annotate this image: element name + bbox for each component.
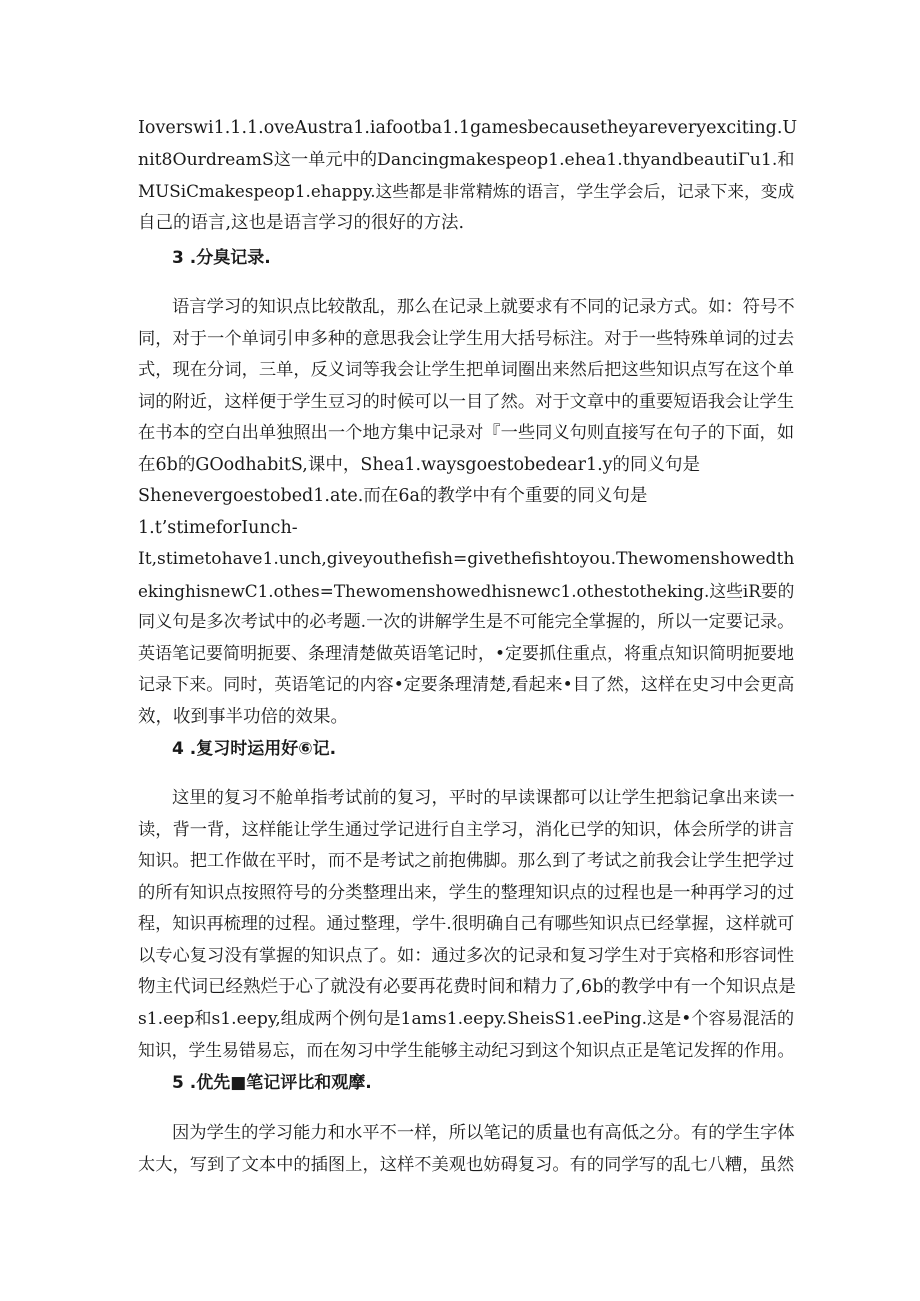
paragraph-line: 同，对于一个单词引申多种的意思我会让学生用大括号标注。对于一些特殊单词的过去 bbox=[138, 328, 795, 349]
paragraph-line: 知识。把工作做在平时，而不是考试之前抱佛脚。那么到了考试之前我会让学生把学过 bbox=[138, 851, 795, 871]
paragraph-line: 语言学习的知识点比较散乱，那么在记录上就要求有不同的记录方式。如：符号不 bbox=[172, 297, 795, 317]
paragraph-line: 知识，学生易错易忘，而在匆习中学生能够主动纪习到这个知识点正是笔记发挥的作用。 bbox=[138, 1040, 795, 1060]
paragraph-line: 式，现在分词，三单，反义词等我会让学生把单词圈出来然后把这些知识点写在这个单 bbox=[138, 360, 795, 380]
paragraph-line: nit8OurdreamS这一单元中的Dancingmakespeop1.ehea1.thyandbeautiΓu1.和 bbox=[138, 149, 795, 170]
paragraph-line: 英语笔记要简明扼要、条理清楚做英语笔记时，•定要抓住重点，将重点知识简明扼要地 bbox=[138, 643, 795, 664]
paragraph-line: 读，背一背，这样能让学生通过学记进行自主学习，消化已学的知识，体会所学的讲言 bbox=[138, 819, 795, 840]
section-heading-4: 4 .复习时运用好⑥记. bbox=[172, 739, 337, 759]
paragraph-line: 效，收到事半功倍的效果。 bbox=[138, 706, 348, 727]
paragraph-line: 的所有知识点按照符号的分类整理出来，学生的整理知识点的过程也是一种再学习的过 bbox=[138, 882, 795, 903]
paragraph-line: 词的附近，这样便于学生豆习的时候可以一目了然。对于文章中的重要短语我会让学生 bbox=[138, 391, 795, 412]
paragraph-line: 在6b的GOodhabitS,课中，Shea1.waysgoestobedear1.y的同义句是 bbox=[138, 454, 701, 475]
paragraph-1 bbox=[138, 113, 798, 239]
paragraph-4 bbox=[138, 1118, 798, 1181]
paragraph-line: 1.t’stimeforIunch- bbox=[138, 517, 298, 538]
paragraph-line: 以专心复习没有掌握的知识点了。如：通过多次的记录和复习学生对于宾格和形容词性 bbox=[138, 945, 795, 966]
paragraph-line: 这里的复习不舱单指考试前的复习，平时的早读课都可以让学生把翁记拿出来读一 bbox=[172, 788, 795, 808]
paragraph-2 bbox=[138, 292, 798, 733]
paragraph-line: 程，知识再梳理的过程。通过整理，学牛.很明确自己有哪些知识点已经掌握，这样就可 bbox=[138, 914, 795, 934]
paragraph-line: Shenevergoestobed1.ate.而在6a的教学中有个重要的同义句是 bbox=[138, 486, 648, 506]
paragraph-line: 同义句是多次考试中的必考题.一次的讲解学生是不可能完全掌握的，所以一定要记录。 bbox=[138, 612, 795, 632]
paragraph-line: It,stimetohave1.unch,giveyouthefish=givethefishtoyou.Thewomenshowedth bbox=[138, 549, 795, 569]
paragraph-line: 在书本的空白出单独照出一个地方集中记录对『一些同义句则直接写在句子的下面，如 bbox=[138, 423, 795, 443]
paragraph-line: 因为学生的学习能力和水平不一样，所以笔记的质量也有高低之分。有的学生字体 bbox=[172, 1123, 795, 1143]
section-heading-3: 3 .分臭记录. bbox=[172, 248, 271, 268]
paragraph-3 bbox=[138, 783, 798, 1067]
paragraph-line: ekinghisnewC1.othes=Thewomenshowedhisnewc1.othestotheking.这些iR要的 bbox=[138, 580, 795, 601]
paragraph-line: 太大，写到了文本中的插图上，这样不美观也妨碍复习。有的同学写的乱七八糟，虽然 bbox=[138, 1154, 795, 1175]
paragraph-line: s1.eep和s1.eepy,组成两个例句是1ams1.eepy.SheisS1.eePing.这是•个容易混活的 bbox=[138, 1008, 795, 1029]
paragraph-line: MUSiCmakespeop1.ehappy.这些都是非常精炼的语言，学生学会后，记录下来，变成 bbox=[138, 181, 795, 201]
paragraph-line: 物主代词已经熟烂于心了就没有必要再花费时间和精力了,6b的教学中有一个知识点是 bbox=[138, 977, 796, 997]
section-heading-5: 5 .优先■笔记评比和观摩. bbox=[172, 1073, 372, 1093]
paragraph-line: Ioverswi1.1.1.oveAustra1.iafootba1.1gamesbecausetheyareveryexciting.U bbox=[138, 118, 798, 138]
paragraph-line: 记录下来。同时，英语笔记的内容•定要条理清楚,看起来•目了然，这样在史习中会更高 bbox=[138, 675, 795, 695]
paragraph-line: 自己的语言,这也是语言学习的很好的方法. bbox=[138, 212, 465, 233]
